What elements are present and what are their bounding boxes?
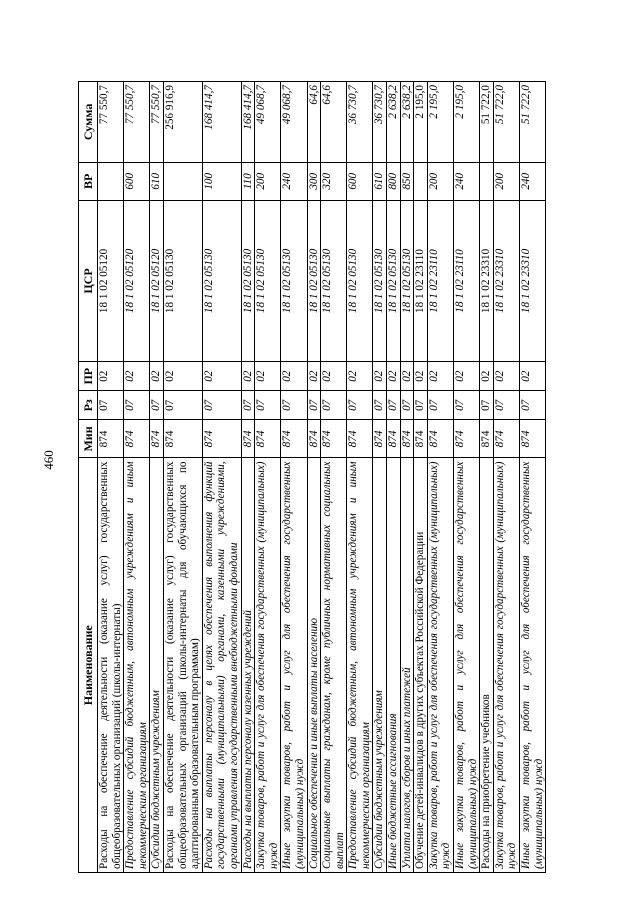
cell-min: 874 xyxy=(163,420,202,458)
cell-csr: 18 1 02 05130 xyxy=(281,200,307,361)
cell-sum: 256 916,9 xyxy=(163,82,202,163)
cell-min: 874 xyxy=(520,420,546,458)
cell-vr: 850 xyxy=(400,162,414,200)
cell-sum: 64,6 xyxy=(321,82,347,163)
table-row xyxy=(414,82,428,873)
table-row xyxy=(307,82,321,873)
cell-sum: 51 722,0 xyxy=(493,82,519,163)
cell-rz: 07 xyxy=(321,391,347,420)
cell-name: Уплата налогов, сборов и иных платежей xyxy=(400,458,414,873)
cell-name: Субсидии бюджетным учреждениям xyxy=(373,458,387,873)
header-pr: ПР xyxy=(79,362,98,391)
cell-name: Расходы на обеспечение деятельности (оказание услуг) государственных общеобразовательных организаций (школы-интернаты для обучающихся по адаптированным образовательным программам) xyxy=(163,458,202,873)
cell-name: Субсидии бюджетным учреждениям xyxy=(150,458,164,873)
cell-vr xyxy=(163,162,202,200)
table-row xyxy=(163,82,202,873)
cell-sum: 77 550,7 xyxy=(124,82,150,163)
cell-csr: 18 1 02 05130 xyxy=(163,200,202,361)
page-number: 460 xyxy=(41,450,56,470)
cell-name: Расходы на приобретение учебников xyxy=(480,458,494,873)
cell-rz: 07 xyxy=(241,391,255,420)
table-row xyxy=(98,82,124,873)
cell-csr: 18 1 02 05130 xyxy=(387,200,401,361)
cell-min: 874 xyxy=(387,420,401,458)
cell-name: Закупка товаров, работ и услуг для обеспечения государственных (муниципальных) нужд xyxy=(255,458,281,873)
cell-pr: 02 xyxy=(98,362,124,391)
table-row xyxy=(347,82,373,873)
cell-csr: 18 1 02 05120 xyxy=(150,200,164,361)
cell-name: Предоставление субсидий бюджетным, автономным учреждениям и иным некоммерческим организациям xyxy=(347,458,373,873)
cell-sum: 36 730,7 xyxy=(373,82,387,163)
table-row xyxy=(493,82,519,873)
cell-csr: 18 1 02 05130 xyxy=(321,200,347,361)
cell-rz: 07 xyxy=(202,391,241,420)
cell-vr: 110 xyxy=(241,162,255,200)
cell-sum: 2 638,2 xyxy=(387,82,401,163)
cell-pr: 02 xyxy=(307,362,321,391)
cell-min: 874 xyxy=(241,420,255,458)
table-row xyxy=(387,82,401,873)
table-row xyxy=(241,82,255,873)
cell-csr: 18 1 02 23110 xyxy=(427,200,453,361)
cell-name: Закупка товаров, работ и услуг для обеспечения государственных (муниципальных) нужд xyxy=(493,458,519,873)
cell-sum: 77 550,7 xyxy=(150,82,164,163)
cell-min: 874 xyxy=(480,420,494,458)
cell-name: Иные закупки товаров, работ и услуг для обеспечения государственных (муниципальных) нужд xyxy=(454,458,480,873)
cell-name: Расходы на выплаты персоналу казенных учреждений xyxy=(241,458,255,873)
cell-name: Расходы на выплаты персоналу в целях обеспечения выполнения функций государственными (муниципальными) органами, казенными учреждениями, органами управления государственными внебюджетными фондами xyxy=(202,458,241,873)
cell-min: 874 xyxy=(307,420,321,458)
cell-rz: 07 xyxy=(373,391,387,420)
cell-name: Предоставление субсидий бюджетным, автономным учреждениям и иным некоммерческим организациям xyxy=(124,458,150,873)
cell-pr: 02 xyxy=(480,362,494,391)
table-row xyxy=(202,82,241,873)
cell-vr: 100 xyxy=(202,162,241,200)
cell-vr: 320 xyxy=(321,162,347,200)
header-sum: Сумма xyxy=(79,82,98,163)
cell-sum: 2 195,0 xyxy=(454,82,480,163)
budget-table xyxy=(78,81,546,873)
cell-min: 874 xyxy=(124,420,150,458)
cell-pr: 02 xyxy=(202,362,241,391)
cell-min: 874 xyxy=(321,420,347,458)
cell-pr: 02 xyxy=(400,362,414,391)
cell-pr: 02 xyxy=(163,362,202,391)
table-row xyxy=(150,82,164,873)
cell-rz: 07 xyxy=(307,391,321,420)
cell-name: Социальное обеспечение и иные выплаты населению xyxy=(307,458,321,873)
cell-min: 874 xyxy=(150,420,164,458)
cell-pr: 02 xyxy=(373,362,387,391)
cell-rz: 07 xyxy=(387,391,401,420)
cell-min: 874 xyxy=(281,420,307,458)
cell-sum: 2 195,0 xyxy=(427,82,453,163)
cell-name: Иные закупки товаров, работ и услуг для обеспечения государственных (муниципальных) нужд xyxy=(281,458,307,873)
cell-vr: 300 xyxy=(307,162,321,200)
cell-min: 874 xyxy=(373,420,387,458)
cell-csr: 18 1 02 05130 xyxy=(307,200,321,361)
header-rz: Рз xyxy=(79,391,98,420)
cell-pr: 02 xyxy=(150,362,164,391)
cell-pr: 02 xyxy=(493,362,519,391)
cell-rz: 07 xyxy=(150,391,164,420)
cell-csr: 18 1 02 05130 xyxy=(202,200,241,361)
cell-sum: 168 414,7 xyxy=(202,82,241,163)
cell-rz: 07 xyxy=(124,391,150,420)
cell-sum: 168 414,7 xyxy=(241,82,255,163)
cell-name: Иные бюджетные ассигнования xyxy=(387,458,401,873)
cell-vr: 610 xyxy=(150,162,164,200)
table-row xyxy=(281,82,307,873)
cell-rz: 07 xyxy=(255,391,281,420)
table-row xyxy=(427,82,453,873)
cell-rz: 07 xyxy=(480,391,494,420)
cell-pr: 02 xyxy=(387,362,401,391)
cell-csr: 18 1 02 05130 xyxy=(400,200,414,361)
cell-sum: 51 722,0 xyxy=(480,82,494,163)
cell-csr: 18 1 02 05130 xyxy=(241,200,255,361)
cell-pr: 02 xyxy=(520,362,546,391)
cell-vr: 240 xyxy=(454,162,480,200)
cell-rz: 07 xyxy=(163,391,202,420)
table-row xyxy=(124,82,150,873)
cell-name: Расходы на обеспечение деятельности (оказание услуг) государственных общеобразовательных организаций (школы-интернаты) xyxy=(98,458,124,873)
cell-sum: 64,6 xyxy=(307,82,321,163)
cell-rz: 07 xyxy=(400,391,414,420)
cell-sum: 2 638,2 xyxy=(400,82,414,163)
cell-pr: 02 xyxy=(241,362,255,391)
cell-vr xyxy=(480,162,494,200)
cell-min: 874 xyxy=(493,420,519,458)
header-csr: ЦСР xyxy=(79,200,98,361)
cell-csr: 18 1 02 05120 xyxy=(98,200,124,361)
cell-name: Социальные выплаты гражданам, кроме публичных нормативных социальных выплат xyxy=(321,458,347,873)
cell-vr xyxy=(98,162,124,200)
cell-min: 874 xyxy=(414,420,428,458)
cell-pr: 02 xyxy=(414,362,428,391)
table-row xyxy=(480,82,494,873)
cell-sum: 49 068,7 xyxy=(281,82,307,163)
cell-pr: 02 xyxy=(321,362,347,391)
cell-min: 874 xyxy=(400,420,414,458)
cell-pr: 02 xyxy=(454,362,480,391)
cell-csr: 18 1 02 23310 xyxy=(520,200,546,361)
table-row xyxy=(454,82,480,873)
cell-csr: 18 1 02 23310 xyxy=(493,200,519,361)
cell-rz: 07 xyxy=(347,391,373,420)
cell-csr: 18 1 02 23310 xyxy=(480,200,494,361)
cell-min: 874 xyxy=(202,420,241,458)
cell-rz: 07 xyxy=(427,391,453,420)
cell-name: Обучение детей-инвалидов в других субъектах Российской Федерации xyxy=(414,458,428,873)
cell-name: Иные закупки товаров, работ и услуг для обеспечения государственных (муниципальных) нужд xyxy=(520,458,546,873)
cell-vr: 200 xyxy=(255,162,281,200)
cell-csr: 18 1 02 05120 xyxy=(124,200,150,361)
header-name: Наименование xyxy=(79,458,98,873)
cell-rz: 07 xyxy=(520,391,546,420)
cell-name: Закупка товаров, работ и услуг для обеспечения государственных (муниципальных) нужд xyxy=(427,458,453,873)
cell-sum: 77 550,7 xyxy=(98,82,124,163)
cell-pr: 02 xyxy=(427,362,453,391)
table-row xyxy=(400,82,414,873)
cell-rz: 07 xyxy=(454,391,480,420)
cell-rz: 07 xyxy=(98,391,124,420)
cell-vr: 800 xyxy=(387,162,401,200)
cell-csr: 18 1 02 05130 xyxy=(255,200,281,361)
cell-sum: 51 722,0 xyxy=(520,82,546,163)
cell-vr: 240 xyxy=(281,162,307,200)
table-header-row xyxy=(79,82,98,873)
cell-vr: 600 xyxy=(347,162,373,200)
cell-sum: 49 068,7 xyxy=(255,82,281,163)
cell-vr: 600 xyxy=(124,162,150,200)
table-row xyxy=(255,82,281,873)
cell-csr: 18 1 02 23110 xyxy=(414,200,428,361)
cell-rz: 07 xyxy=(493,391,519,420)
cell-vr: 610 xyxy=(373,162,387,200)
table-row xyxy=(520,82,546,873)
cell-csr: 18 1 02 05130 xyxy=(347,200,373,361)
cell-pr: 02 xyxy=(124,362,150,391)
cell-rz: 07 xyxy=(414,391,428,420)
table-body xyxy=(98,82,546,873)
cell-vr: 200 xyxy=(493,162,519,200)
cell-min: 874 xyxy=(347,420,373,458)
cell-csr: 18 1 02 23110 xyxy=(454,200,480,361)
header-vr: ВР xyxy=(79,162,98,200)
cell-vr xyxy=(414,162,428,200)
cell-min: 874 xyxy=(255,420,281,458)
cell-pr: 02 xyxy=(281,362,307,391)
table-row xyxy=(373,82,387,873)
cell-vr: 240 xyxy=(520,162,546,200)
rotated-page xyxy=(78,81,598,873)
table-row xyxy=(321,82,347,873)
cell-min: 874 xyxy=(98,420,124,458)
cell-sum: 36 730,7 xyxy=(347,82,373,163)
cell-pr: 02 xyxy=(347,362,373,391)
cell-rz: 07 xyxy=(281,391,307,420)
cell-min: 874 xyxy=(454,420,480,458)
cell-pr: 02 xyxy=(255,362,281,391)
cell-vr: 200 xyxy=(427,162,453,200)
cell-csr: 18 1 02 05130 xyxy=(373,200,387,361)
cell-sum: 2 195,0 xyxy=(414,82,428,163)
header-min: Мин xyxy=(79,420,98,458)
cell-min: 874 xyxy=(427,420,453,458)
